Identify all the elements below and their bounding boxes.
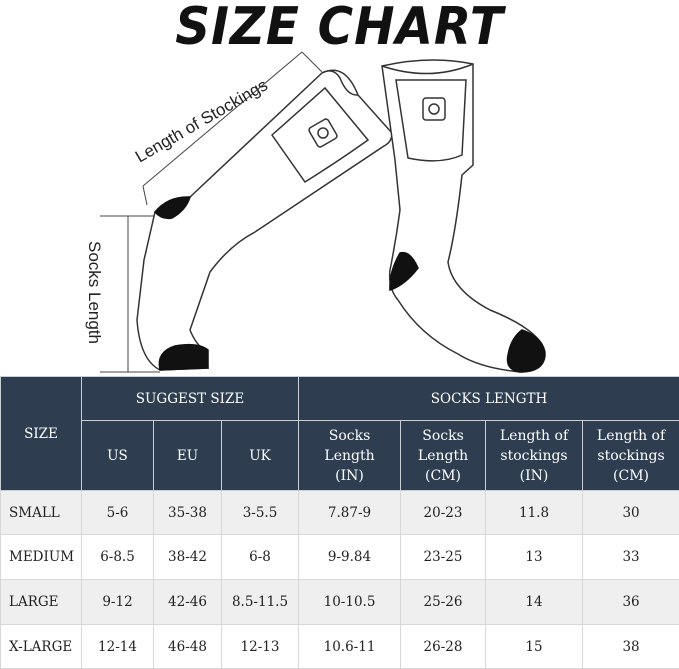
- stockings-in-cell: 13: [486, 535, 583, 580]
- header-line: (IN): [486, 466, 582, 486]
- header-line: stockings: [486, 446, 582, 466]
- socks-length-label: Socks Length: [84, 241, 104, 344]
- header-line: Length of: [583, 426, 679, 446]
- size-cell: SMALL: [1, 491, 82, 535]
- header-line: stockings: [583, 446, 679, 466]
- socks-in-cell: 7.87-9: [299, 491, 401, 535]
- socks-length-in-header: [299, 421, 401, 491]
- stockings-in-cell: 14: [486, 580, 583, 625]
- table-row: [1, 580, 679, 625]
- uk-cell: 6-8: [222, 535, 299, 580]
- size-table: [0, 376, 679, 669]
- eu-cell: 42-46: [154, 580, 222, 625]
- stockings-cm-cell: 38: [583, 625, 679, 669]
- uk-cell: 12-13: [222, 625, 299, 669]
- size-cell: X-LARGE: [1, 625, 82, 669]
- socks-cm-cell: 26-28: [401, 625, 486, 669]
- socks-cm-cell: 23-25: [401, 535, 486, 580]
- header-line: (CM): [583, 466, 679, 486]
- uk-cell: 3-5.5: [222, 491, 299, 535]
- header-line: Length: [401, 446, 485, 466]
- us-cell: 12-14: [82, 625, 154, 669]
- us-cell: 9-12: [82, 580, 154, 625]
- size-chart-title: SIZE CHART: [24, 0, 655, 54]
- uk-cell: 8.5-11.5: [222, 580, 299, 625]
- left-sock: [137, 70, 392, 370]
- length-of-stockings-label: Length of Stockings: [132, 75, 271, 167]
- header-line: Socks: [299, 426, 400, 446]
- us-cell: 6-8.5: [82, 535, 154, 580]
- header-line: (CM): [401, 466, 485, 486]
- table-row: [1, 625, 679, 669]
- eu-cell: 38-42: [154, 535, 222, 580]
- header-line: Length of: [486, 426, 582, 446]
- size-cell: MEDIUM: [1, 535, 82, 580]
- table-row: [1, 491, 679, 535]
- header-row-1: [1, 377, 679, 421]
- socks-cm-cell: 20-23: [401, 491, 486, 535]
- suggest-size-header: SUGGEST SIZE: [82, 377, 299, 421]
- socks-in-cell: 9-9.84: [299, 535, 401, 580]
- stockings-length-in-header: [486, 421, 583, 491]
- us-header: US: [82, 421, 154, 491]
- table-row: [1, 535, 679, 580]
- header-row-2: [1, 421, 679, 491]
- stockings-cm-cell: 36: [583, 580, 679, 625]
- stockings-cm-cell: 33: [583, 535, 679, 580]
- stockings-cm-cell: 30: [583, 491, 679, 535]
- stockings-in-cell: 15: [486, 625, 583, 669]
- eu-header: EU: [154, 421, 222, 491]
- eu-cell: 35-38: [154, 491, 222, 535]
- socks-length-header: SOCKS LENGTH: [299, 377, 679, 421]
- header-line: Socks: [401, 426, 485, 446]
- socks-length-cm-header: [401, 421, 486, 491]
- header-line: Length: [299, 446, 400, 466]
- socks-cm-cell: 25-26: [401, 580, 486, 625]
- socks-in-cell: 10.6-11: [299, 625, 401, 669]
- header-line: (IN): [299, 466, 400, 486]
- right-sock: [382, 60, 545, 372]
- us-cell: 5-6: [82, 491, 154, 535]
- size-header: SIZE: [1, 377, 82, 491]
- socks-in-cell: 10-10.5: [299, 580, 401, 625]
- uk-header: UK: [222, 421, 299, 491]
- eu-cell: 46-48: [154, 625, 222, 669]
- size-cell: LARGE: [1, 580, 82, 625]
- stockings-length-cm-header: [583, 421, 679, 491]
- stockings-in-cell: 11.8: [486, 491, 583, 535]
